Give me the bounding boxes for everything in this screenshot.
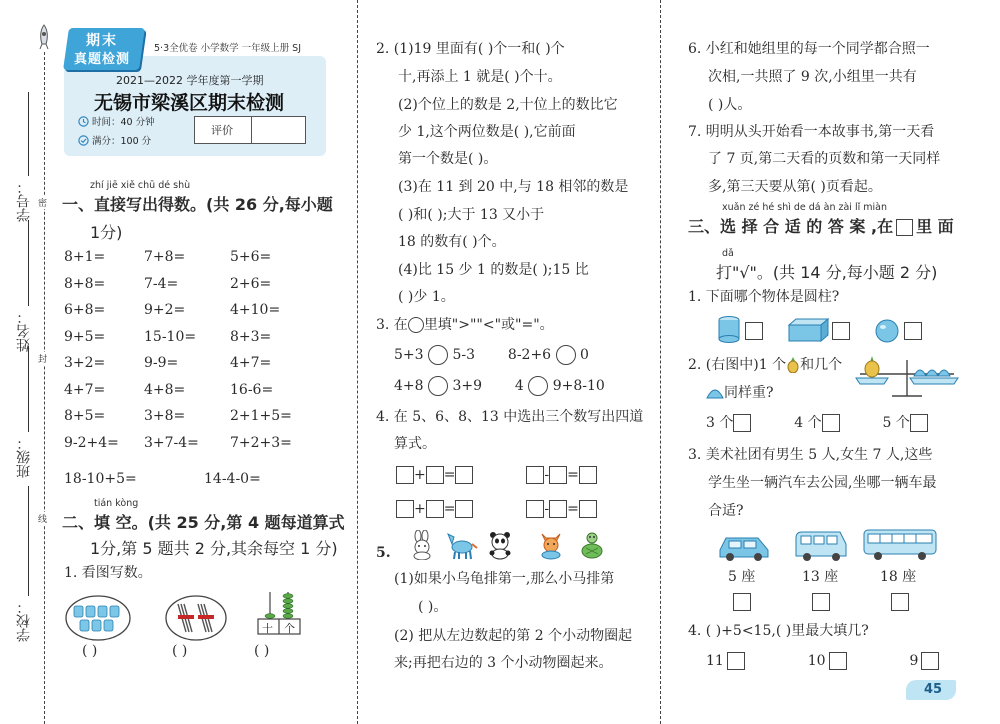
q7-line2: 了 7 页,第二天看的页数和第一天同样 xyxy=(708,151,941,167)
expr: 4 xyxy=(514,378,524,394)
option-label: 9 xyxy=(909,653,919,669)
badge-line2: 真题检测 xyxy=(74,52,131,67)
s3-q3-line2: 学生坐一辆汽车去公园,坐哪一辆车最 xyxy=(708,475,937,491)
option-label: 3 个 xyxy=(706,415,734,431)
answer-checkbox[interactable] xyxy=(829,652,847,670)
q2-3-line2: ( )和( );大于 13 又小于 xyxy=(398,207,545,223)
q6-line1: 6. 小红和她组里的每一个同学都合照一 xyxy=(688,41,930,57)
q3-post-text: 里填">""<"或"="。 xyxy=(423,317,554,333)
q2-4-line1: (4)比 15 少 1 的数是( );15 比 xyxy=(398,262,589,278)
calc-item[interactable]: 18-10+5= xyxy=(64,471,137,487)
cuboid-icon xyxy=(788,318,830,342)
section2-title: 二、填 空。(共 25 分,第 4 题每道算式 xyxy=(62,513,345,532)
column-divider xyxy=(357,0,358,724)
binding-margin xyxy=(0,0,50,724)
exam-header xyxy=(64,28,326,156)
name-field[interactable] xyxy=(28,220,29,306)
class-field[interactable] xyxy=(28,346,29,432)
op: - xyxy=(544,501,550,517)
calc-item[interactable]: 3+8= xyxy=(144,408,186,424)
sticks-bundle-icon xyxy=(164,594,228,642)
rocket-icon xyxy=(36,24,52,50)
section1-title: 一、直接写出得数。(共 26 分,每小题 xyxy=(62,195,333,214)
q7-line3: 多,第三天要从第( )页看起。 xyxy=(708,179,882,195)
answer-box[interactable] xyxy=(526,500,544,518)
series-label: 5·3全优卷 小学数学 一年级上册 SJ xyxy=(154,43,301,54)
option-label: 11 xyxy=(706,653,724,669)
answer-box[interactable] xyxy=(396,466,414,484)
name-label: 姓名： xyxy=(16,310,32,352)
expr: 0 xyxy=(580,347,589,363)
car-icon xyxy=(716,530,772,562)
seat-label: 13 座 xyxy=(802,569,839,585)
calc-item[interactable]: 3+7-4= xyxy=(144,434,199,451)
school-label: 学校： xyxy=(16,600,32,642)
op: = xyxy=(567,467,579,483)
section1-title-cont: 1分) xyxy=(90,223,123,242)
seal-mi: 密 xyxy=(38,196,47,209)
q2-2-line2: 少 1,这个两位数是( ),它前面 xyxy=(398,124,576,140)
compare-row-2 xyxy=(394,375,605,397)
calc-item[interactable]: 9-9= xyxy=(144,355,179,371)
expr: 8-2+6 xyxy=(507,347,552,363)
q2-text-c: 同样重? xyxy=(724,385,774,401)
school-field[interactable] xyxy=(28,486,29,596)
calc-item[interactable]: 5+6= xyxy=(230,249,272,265)
answer-checkbox[interactable] xyxy=(921,652,939,670)
calc-item[interactable]: 2+6= xyxy=(230,275,272,292)
q2-text-a: 2. (右图中)1 个 xyxy=(688,357,787,373)
turtle-icon[interactable] xyxy=(578,530,606,560)
op: + xyxy=(414,467,426,483)
answer-box[interactable] xyxy=(526,466,544,484)
answer-checkbox[interactable] xyxy=(910,414,928,432)
full-score: 满分：100 分 xyxy=(92,136,152,147)
student-id-field[interactable] xyxy=(28,92,29,176)
answer-box[interactable] xyxy=(455,466,473,484)
time-limit: 时间：40 分钟 xyxy=(92,117,155,128)
q5-2-line2: 来;再把右边的 3 个小动物圈起来。 xyxy=(394,655,613,671)
fox-icon[interactable] xyxy=(536,530,566,560)
expr: 5-3 xyxy=(452,347,475,363)
calc-item[interactable]: 9+2= xyxy=(144,302,186,318)
bus-icon xyxy=(860,526,940,562)
option-label: 4 个 xyxy=(794,415,822,431)
binding-dashed-line xyxy=(44,52,45,724)
check-circle-icon xyxy=(78,135,89,146)
answer-checkbox[interactable] xyxy=(733,593,751,611)
calc-item[interactable]: 9-2+4= xyxy=(64,434,119,451)
calc-item[interactable]: 4+7= xyxy=(64,381,106,398)
compare-circle[interactable] xyxy=(556,345,576,365)
calc-item[interactable]: 16-6= xyxy=(230,381,274,398)
compare-row-1 xyxy=(394,344,589,366)
answer-box[interactable] xyxy=(549,466,567,484)
seal-feng: 封 xyxy=(38,352,47,365)
expr: 5+3 xyxy=(394,347,424,363)
q2-2-line3: 第一个数是( )。 xyxy=(398,151,498,167)
section2-pinyin: tián kòng xyxy=(94,498,139,509)
answer-box[interactable] xyxy=(426,500,444,518)
op: - xyxy=(544,467,550,483)
q4-line1: 4. 在 5、6、8、13 中选出三个数写出四道 xyxy=(376,409,644,425)
minivan-icon xyxy=(792,528,850,562)
eval-label: 评价 xyxy=(211,124,233,137)
s3-q2-options xyxy=(706,412,928,434)
compare-circle[interactable] xyxy=(428,345,448,365)
answer-box[interactable] xyxy=(549,500,567,518)
shell-icon xyxy=(706,386,724,400)
calc-item[interactable]: 7+8= xyxy=(144,249,186,265)
school-year: 2021—2022 学年度第一学期 xyxy=(116,74,264,87)
section3-title-a: 三、选 择 合 适 的 答 案 ,在 xyxy=(688,217,894,236)
balance-scale-icon xyxy=(852,352,962,400)
calc-item[interactable]: 6+8= xyxy=(64,302,106,318)
s3-q1-text: 1. 下面哪个物体是圆柱? xyxy=(688,289,840,305)
answer-box[interactable] xyxy=(455,500,473,518)
calc-item[interactable]: 4+10= xyxy=(230,302,281,318)
section2-title-cont: 1分,第 5 题共 2 分,其余每空 1 分) xyxy=(90,539,338,558)
calc-item[interactable]: 7+2+3= xyxy=(230,434,292,451)
calc-item[interactable]: 8+1= xyxy=(64,249,106,265)
q5-1-line1: (1)如果小乌龟排第一,那么小马排第 xyxy=(394,571,615,587)
answer-checkbox[interactable] xyxy=(891,593,909,611)
q5-2-line1: (2) 把从左边数起的第 2 个小动物圈起 xyxy=(394,628,633,644)
q3-pre-text: 3. 在 xyxy=(376,317,408,333)
calc-item[interactable]: 2+1+5= xyxy=(230,408,292,424)
compare-circle-sample xyxy=(408,317,424,333)
eval-score-field[interactable] xyxy=(252,118,302,142)
s3-q2-line2 xyxy=(706,382,774,404)
student-id-label: 学号： xyxy=(16,180,32,222)
clock-icon xyxy=(78,116,89,127)
s3-q3-line1: 3. 美术社团有男生 5 人,女生 7 人,这些 xyxy=(688,447,933,463)
horse-icon[interactable] xyxy=(444,530,478,560)
option-label: 5 个 xyxy=(882,415,910,431)
compare-circle[interactable] xyxy=(428,376,448,396)
seat-label: 18 座 xyxy=(880,569,917,585)
answer-checkbox[interactable] xyxy=(745,322,763,340)
s3-q4-text: 4. ( )+5<15,( )里最大填几? xyxy=(688,623,869,639)
tick-box-sample xyxy=(896,219,913,236)
section3-title-cont: 打"√"。(共 14 分,每小题 2 分) xyxy=(716,263,938,282)
op: = xyxy=(567,501,579,517)
q6-line2: 次相,一共照了 9 次,小组里一共有 xyxy=(708,69,917,85)
panda-icon[interactable] xyxy=(486,530,514,560)
q4-line2: 算式。 xyxy=(394,436,436,452)
answer-checkbox[interactable] xyxy=(822,414,840,432)
calc-item[interactable]: 8+8= xyxy=(64,275,106,292)
seat-label: 5 座 xyxy=(728,569,756,585)
eq-row-2 xyxy=(396,498,597,520)
q5-1-line2: ( )。 xyxy=(418,599,448,615)
answer-checkbox[interactable] xyxy=(733,414,751,432)
pineapple-icon xyxy=(786,357,800,373)
q2-4-line2: ( )少 1。 xyxy=(398,289,455,305)
answer-checkbox[interactable] xyxy=(832,322,850,340)
page-number: 45 xyxy=(924,682,943,697)
eq-row-1 xyxy=(396,464,597,486)
answer-box[interactable] xyxy=(426,466,444,484)
answer-blank[interactable]: ( ) xyxy=(82,643,98,659)
op: = xyxy=(443,501,456,517)
answer-blank[interactable]: ( ) xyxy=(172,643,188,659)
badge-line1: 期末 xyxy=(86,33,118,49)
sphere-icon xyxy=(874,318,900,344)
calc-item[interactable]: 3+2= xyxy=(64,355,106,371)
answer-box[interactable] xyxy=(579,500,597,518)
bundle-sticks-icon xyxy=(64,594,132,642)
section3-pinyin: xuǎn zé hé shì de dá àn zài lǐ miàn xyxy=(722,202,888,213)
q6-line3: ( )人。 xyxy=(708,97,752,113)
calc-item[interactable]: 15-10= xyxy=(144,328,197,345)
s2-q1-text: 1. 看图写数。 xyxy=(64,565,152,581)
rabbit-icon[interactable] xyxy=(408,530,436,560)
cylinder-icon xyxy=(716,316,742,344)
answer-box[interactable] xyxy=(579,466,597,484)
section3-title-b: 里 面 xyxy=(916,217,954,236)
abacus-tens-label: 十 xyxy=(262,622,273,635)
q5-label: 5. xyxy=(376,545,391,561)
option-label: 10 xyxy=(807,653,826,669)
answer-checkbox[interactable] xyxy=(904,322,922,340)
q2-2-line1: (2)个位上的数是 2,十位上的数比它 xyxy=(398,97,618,113)
mental-math-grid xyxy=(64,244,314,456)
calc-item[interactable]: 7-4= xyxy=(144,275,179,292)
op: = xyxy=(443,467,456,483)
calc-item[interactable]: 4+8= xyxy=(144,381,186,398)
s3-q2-line1 xyxy=(688,354,842,376)
calc-item[interactable]: 8+5= xyxy=(64,408,106,424)
expr: 9+8-10 xyxy=(552,378,605,394)
answer-box[interactable] xyxy=(396,500,414,518)
abacus-ones-label: 个 xyxy=(284,622,295,635)
answer-checkbox[interactable] xyxy=(727,652,745,670)
class-label: 班级： xyxy=(16,436,32,478)
section3-title xyxy=(688,214,954,237)
seal-xian: 线 xyxy=(38,512,47,525)
compare-circle[interactable] xyxy=(528,376,548,396)
q3-line xyxy=(376,314,554,336)
calc-item[interactable]: 9+5= xyxy=(64,328,106,345)
expr: 3+9 xyxy=(452,378,482,394)
column-divider xyxy=(660,0,661,724)
calc-item[interactable]: 4+7= xyxy=(230,355,272,371)
q7-line1: 7. 明明从头开始看一本故事书,第一天看 xyxy=(688,124,935,140)
section1-pinyin: zhí jiē xiě chū dé shù xyxy=(90,180,191,191)
page-title: 无锡市梁溪区期末检测 xyxy=(94,92,285,114)
q2-3-line1: (3)在 11 到 20 中,与 18 相邻的数是 xyxy=(398,179,629,195)
calc-item[interactable]: 8+3= xyxy=(230,328,272,345)
q2-1-line1: 2. (1)19 里面有( )个一和( )个 xyxy=(376,41,565,57)
q2-3-line3: 18 的数有( )个。 xyxy=(398,234,506,250)
answer-blank[interactable]: ( ) xyxy=(254,643,270,659)
q2-text-b: 和几个 xyxy=(800,357,843,373)
q2-1-line2: 十,再添上 1 就是( )个十。 xyxy=(398,69,562,85)
section3-pinyin2: dǎ xyxy=(722,248,734,259)
s3-q4-options xyxy=(706,650,939,672)
op: + xyxy=(414,501,426,517)
expr: 4+8 xyxy=(394,378,424,394)
answer-checkbox[interactable] xyxy=(812,593,830,611)
s3-q3-line3: 合适? xyxy=(708,503,744,519)
calc-item[interactable]: 14-4-0= xyxy=(204,471,261,487)
